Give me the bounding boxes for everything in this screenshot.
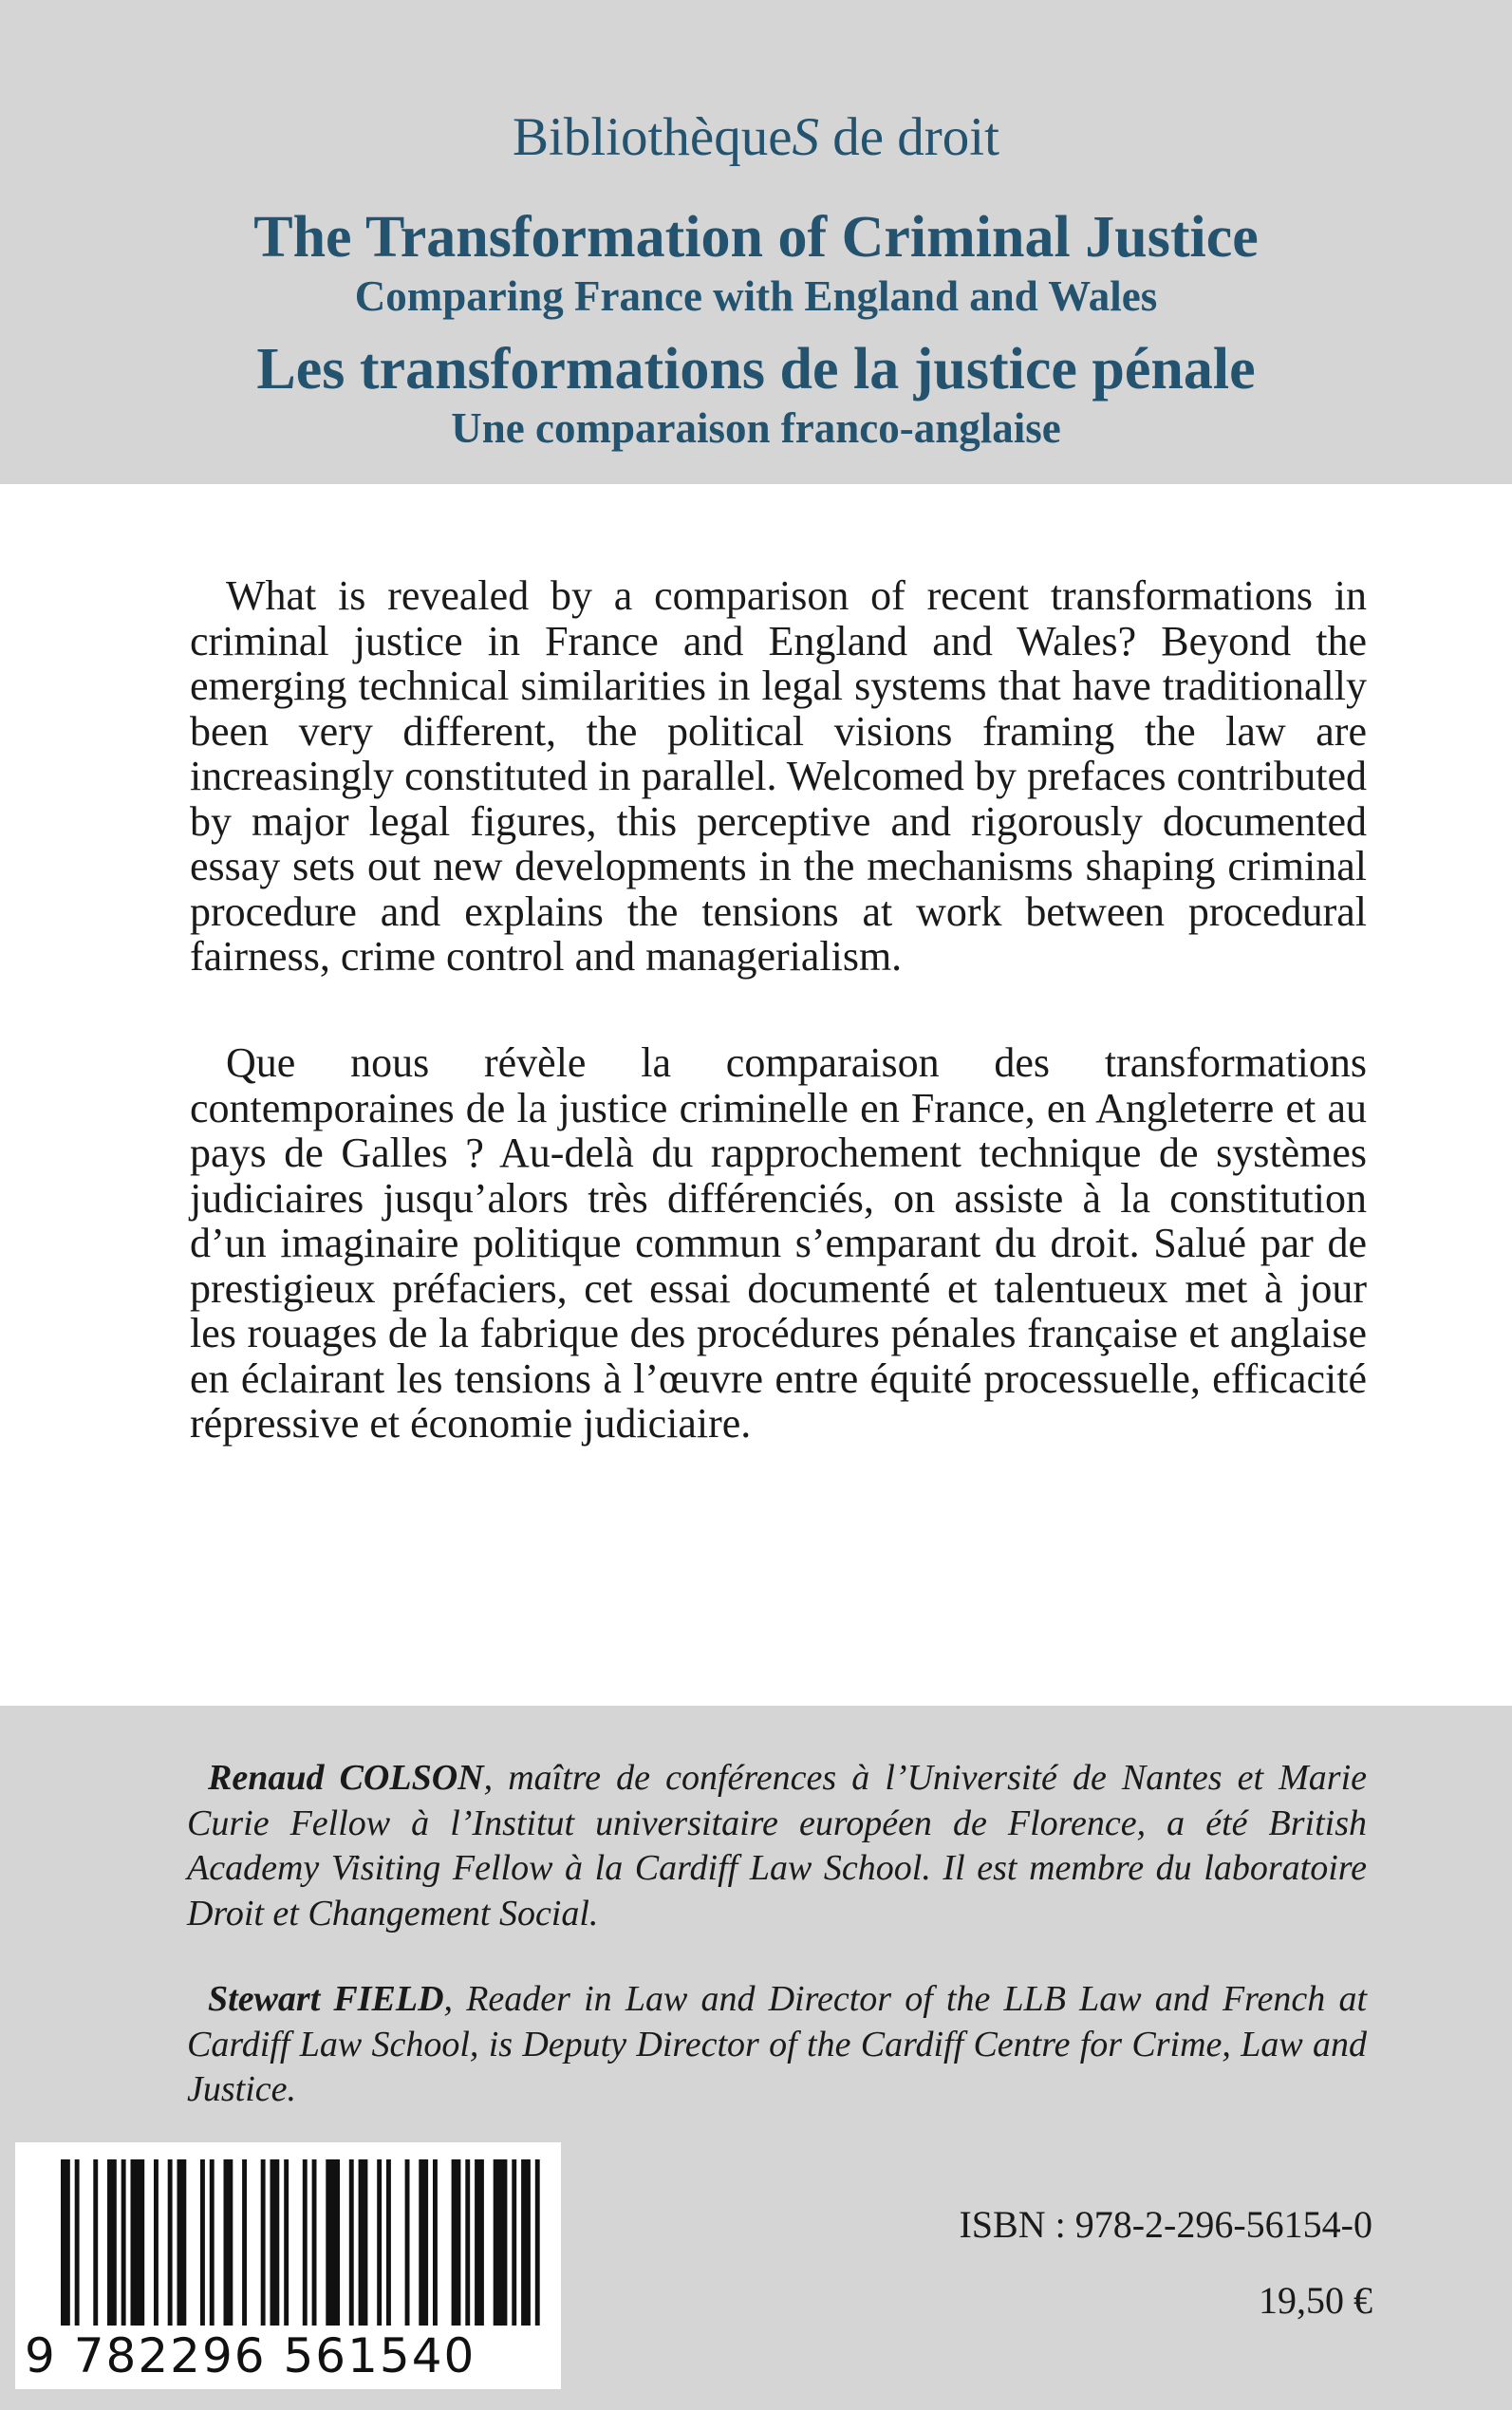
series-suffix: de droit [819,107,999,167]
author-bio-field [187,1977,1367,2113]
author-text-colson: , maître de conférences à l’Université de Nantes et Marie Curie Fellow à l’Institut universitaire européen de Florence, a été British Academy Visiting Fellow à la Cardiff Law School. Il est membre du laboratoire Droit et Changement Social. [187,1758,1367,1934]
author-text-field: , Reader in Law and Director of the LLB Law and French at Cardiff Law School, is Deputy Director of the Cardiff Centre for Crime, Law and Justice. [187,1979,1367,2109]
author-name-colson: Renaud COLSON [208,1758,484,1798]
series-name [0,106,1512,168]
barcode-bar [121,2159,126,2326]
barcode-bar [61,2159,70,2326]
author-bio-colson [187,1756,1367,1936]
barcode-bar [521,2159,531,2326]
barcode-bar [154,2159,159,2326]
barcode-bar [242,2159,247,2326]
barcode-bar [312,2159,317,2326]
barcode-bar [326,2159,340,2326]
barcode-bars [15,2142,561,2332]
barcode-bar [419,2159,428,2326]
barcode-digits: 9 782296 561540 [25,2328,476,2383]
blurb-french: Que nous révèle la comparaison des transformations contemporaines de la justice criminelle en France, en Angleterre et au pays de Galles ? Au-delà du rapprochement technique de systèmes judiciaires jusqu’alors très différenciés, on assiste à la constitution d’un imaginaire politique commun s’emparant du droit. Salué par de prestigieux préfaciers, cet essai documenté et talentueux met à jour les rouages de la fabrique des procédures pénales française et anglaise en éclairant les tensions à l’œuvre entre équité processuelle, efficacité répressive et économie judiciaire. [190,1039,1367,1447]
barcode-bar [75,2159,80,2326]
subtitle-french: Une comparaison franco-anglaise [451,404,1061,452]
barcode-bar [465,2159,470,2326]
barcode-bar [261,2159,266,2326]
barcode-bar [200,2159,205,2326]
isbn: ISBN : 978-2-296-56154-0 [959,2203,1372,2246]
barcode-bar [168,2159,173,2326]
barcode-bar [433,2159,438,2326]
barcode-bar [224,2159,233,2326]
barcode-bar [359,2159,368,2326]
blurb-english: What is revealed by a comparison of recent transformations in criminal justice in France and England and Wales? Beyond the emerging technical similarities in legal systems that have traditionally been very different, the political visions framing the law are increasingly constituted in parallel. Welcomed by prefaces contributed by major legal figures, this perceptive and rigorously documented essay sets out new developments in the mechanisms shaping criminal procedure and explains the tensions at work between procedural fairness, crime control and managerialism. [190,572,1367,980]
barcode-bar [475,2159,484,2326]
title-english: The Transformation of Criminal Justice [253,205,1259,270]
header-band [0,0,1512,484]
barcode-bar [210,2159,215,2326]
barcode-bar [405,2159,410,2326]
title-french: Les transformations de la justice pénale [256,337,1256,402]
barcode-bar [512,2159,516,2326]
barcode-bar [131,2159,145,2326]
barcode-bar [93,2159,98,2326]
author-name-field: Stewart FIELD [208,1979,444,2019]
price: 19,50 € [1259,2279,1372,2322]
series-prefix: Bibliothèque [513,107,793,167]
barcode-bar [349,2159,354,2326]
barcode-bar [494,2159,508,2326]
barcode-bar [377,2159,382,2326]
barcode-bar [303,2159,308,2326]
barcode-bar [535,2159,540,2326]
barcode-bar [177,2159,187,2326]
barcode-bar [386,2159,391,2326]
barcode [15,2142,561,2389]
series-s: S [792,107,819,167]
barcode-bar [271,2159,280,2326]
barcode-bar [284,2159,289,2326]
subtitle-english: Comparing France with England and Wales [354,272,1158,320]
barcode-bar [452,2159,461,2326]
barcode-bar [107,2159,117,2326]
